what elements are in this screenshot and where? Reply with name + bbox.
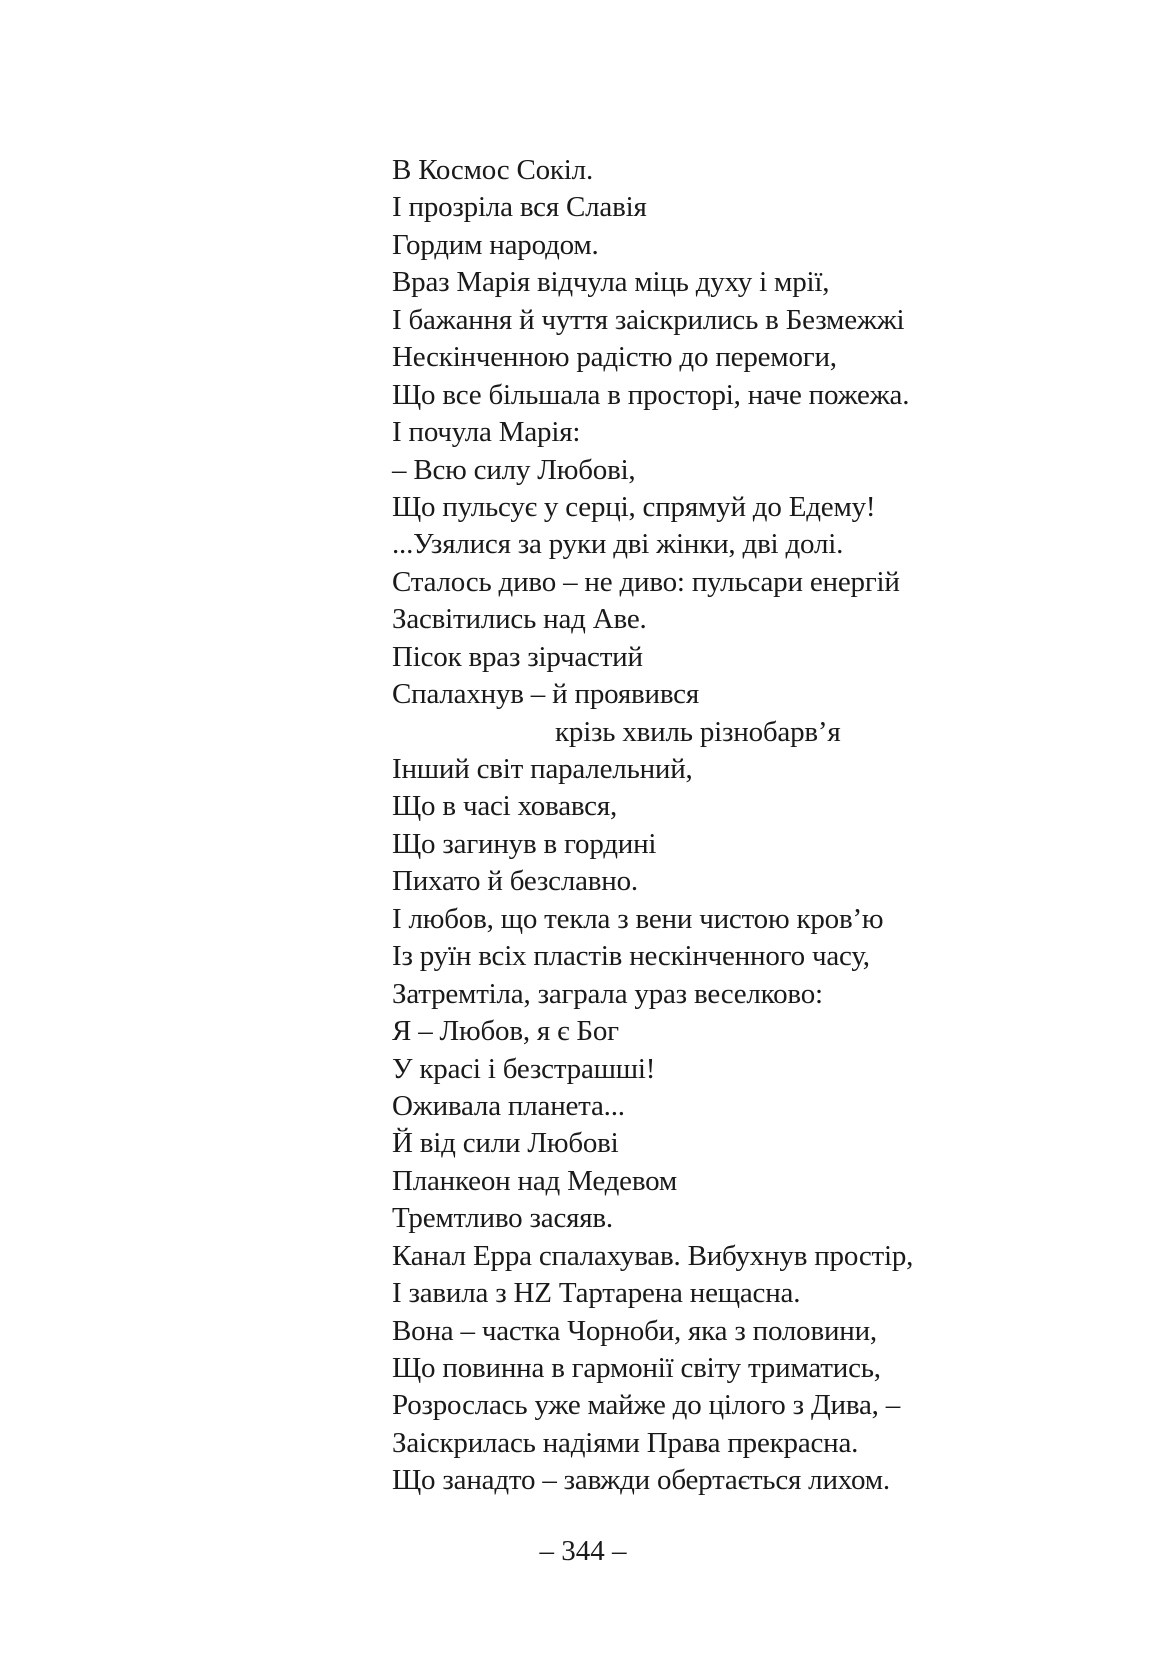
poem-line: Планкеон над Медевом [392, 1164, 678, 1197]
poem-line: Із руїн всіх пластів нескінченного часу, [392, 940, 870, 973]
poem-line: І бажання й чуття заіскрились в Безмежжі [392, 303, 905, 336]
poem-line: Спалахнув – й проявився [392, 678, 699, 711]
poem-line: Засвітились над Аве. [392, 603, 647, 636]
poem-line: Канал Ерра спалахував. Вибухнув простір, [392, 1239, 914, 1272]
poem-line: Затремтіла, заграла ураз веселково: [392, 977, 823, 1010]
poem-line: Що пульсує у серці, спрямуй до Едему! [392, 490, 876, 523]
poem-line: Що в часі ховався, [392, 790, 618, 823]
poem-line: Розрослась уже майже до цілого з Дива, – [392, 1389, 901, 1422]
poem-line: Заіскрилась надіями Права прекрасна. [392, 1426, 859, 1459]
poem-line: І любов, що текла з вени чистою кров’ю [392, 902, 884, 935]
poem-line: Я – Любов, я є Бог [392, 1015, 619, 1048]
poem-line: Нескінченною радістю до перемоги, [392, 341, 837, 374]
poem-line: Сталось диво – не диво: пульсари енергій [392, 565, 900, 598]
poem-line: В Космос Сокіл. [392, 154, 593, 186]
page-number: – 344 – [539, 1535, 627, 1567]
poem-line: Оживала планета... [392, 1089, 625, 1122]
poem-line: І прозріла вся Славія [392, 191, 647, 224]
poem-line: Вона – частка Чорноби, яка з половини, [392, 1314, 877, 1347]
poem-line: Пихато й безславно. [392, 865, 638, 898]
poem-line: Що занадто – завжди обертається лихом. [392, 1464, 890, 1497]
poem-line: ...Узялися за руки дві жінки, дві долі. [392, 528, 844, 561]
poem-line: Гордим народом. [392, 228, 599, 261]
poem-line: Що все більшала в просторі, наче пожежа. [392, 378, 910, 411]
poem-line: Й від сили Любові [392, 1127, 619, 1160]
poem-line: Враз Марія відчула міць духу і мрії, [392, 266, 830, 299]
poem-line: Що загинув в гордині [392, 827, 657, 860]
poem-text [392, 152, 1112, 1500]
poem-line: Пісок враз зірчастий [392, 640, 643, 673]
poem-line-indented: крізь хвиль різнобарв’я [555, 715, 841, 748]
poem-line: Що повинна в гармонії світу триматись, [392, 1352, 881, 1384]
poem-line: Інший світ паралельний, [392, 753, 693, 785]
poem-line: – Всю силу Любові, [392, 453, 636, 486]
poem-line: І завила з HZ Тартарена нещасна. [392, 1277, 801, 1310]
poem-line: Тремтливо засяяв. [392, 1202, 613, 1235]
poem-line: І почула Марія: [392, 416, 581, 449]
poem-line: У красі і безстрашші! [392, 1052, 656, 1085]
